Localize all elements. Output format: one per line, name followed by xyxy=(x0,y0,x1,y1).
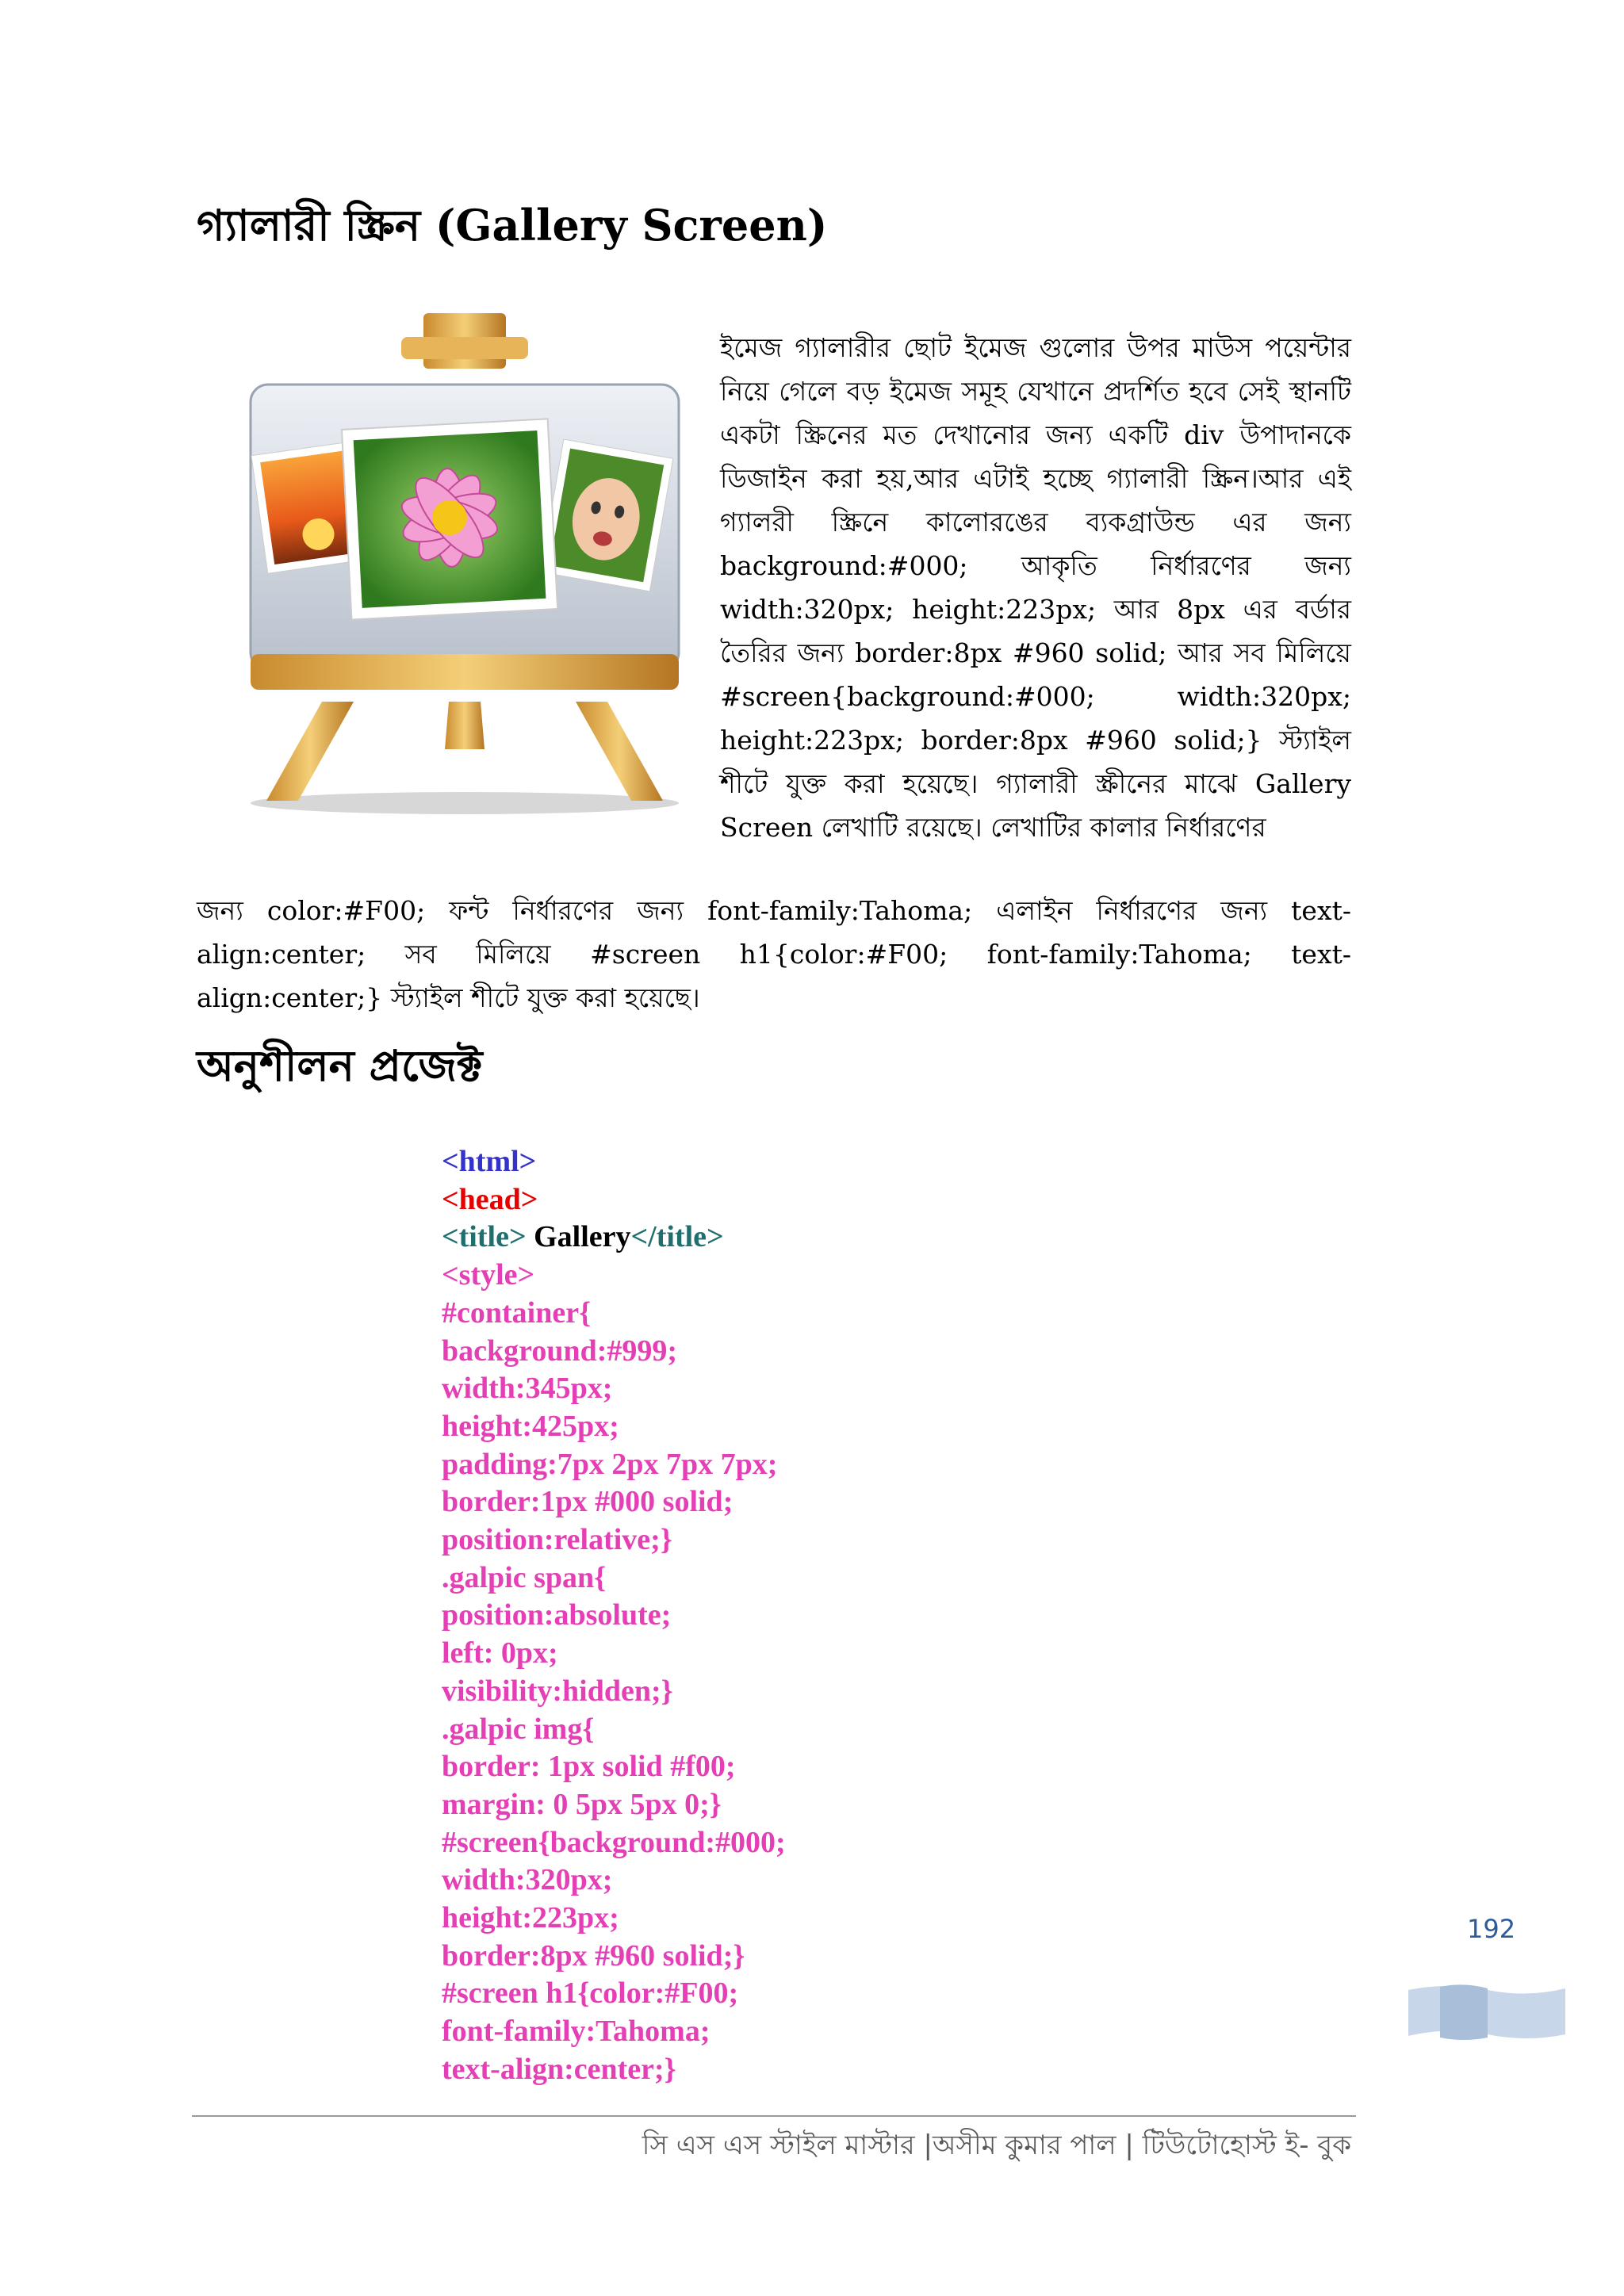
gallery-easel-icon xyxy=(235,305,695,821)
code-line: position:relative;} xyxy=(442,1523,672,1557)
code-line: height:425px; xyxy=(442,1409,619,1443)
code-token: Gallery xyxy=(526,1220,631,1254)
code-line: font-family:Tahoma; xyxy=(442,2015,710,2049)
code-line: border:1px #000 solid; xyxy=(442,1485,733,1519)
code-line: border:8px #960 solid;} xyxy=(442,1938,745,1973)
section-title-practice-project: অনুশীলন প্রজেক্ট xyxy=(197,1040,483,1091)
code-line: border: 1px solid #f00; xyxy=(442,1750,736,1784)
paragraph-gallery-screen-description: ইমেজ গ্যালারীর ছোট ইমেজ গুলোর উপর মাউস পয়েন্টার নিয়ে গেলে বড় ইমেজ সমূহ যেখানে প্রদর্শিত হবে সেই স্থানটি একটা স্ক্রিনের মত দেখানোর জন্য একটি div উপাদানকে ডিজাইন করা হয়,আর এটাই হচ্ছে গ্যালারী স্ক্রিন।আর এই গ্যালরী স্ক্রিনে কালোরঙের ব্যকগ্রাউন্ড এর জন্য background:#000; আকৃতি নির্ধারণের জন্য width:320px; height:223px; আর 8px এর বর্ডার তৈরির জন্য border:8px #960 solid; আর সব মিলিয়ে #screen{background:#000; width:320px; height:223px; border:8px #960 solid;} স্ট্যাইল শীটে যুক্ত করা হয়েছে। গ্যালারী স্ক্রীনের মাঝে Gallery Screen লেখাটি রয়েছে। লেখাটির কালার নির্ধারণের xyxy=(720,332,1351,843)
code-line: background:#999; xyxy=(442,1334,678,1368)
code-line: text-align:center;} xyxy=(442,2052,676,2086)
code-token: <title> xyxy=(442,1220,527,1254)
code-line: <html> xyxy=(442,1145,537,1178)
code-line: #screen h1{color:#F00; xyxy=(442,1976,739,2011)
code-line: <head> xyxy=(442,1182,538,1216)
code-line: #screen{background:#000; xyxy=(442,1825,786,1859)
code-line: height:223px; xyxy=(442,1901,619,1935)
page-tab-decoration xyxy=(1408,1982,1565,2042)
section-title-gallery-screen: গ্যালারী স্ক্রিন (Gallery Screen) xyxy=(197,200,828,251)
code-line: padding:7px 2px 7px 7px; xyxy=(442,1447,778,1481)
code-line: left: 0px; xyxy=(442,1636,558,1670)
code-line: visibility:hidden;} xyxy=(442,1674,673,1708)
code-line: margin: 0 5px 5px 0;} xyxy=(442,1787,722,1821)
code-line xyxy=(442,1219,786,1257)
footer-divider xyxy=(192,2115,1356,2117)
code-line: <style> xyxy=(442,1258,535,1292)
code-line: width:345px; xyxy=(442,1372,613,1406)
footer-text: সি এস এস স্টাইল মাস্টার |অসীম কুমার পাল | টিউটোহোস্ট ই- বুক xyxy=(642,2130,1351,2161)
code-line: width:320px; xyxy=(442,1863,613,1897)
page-number: 192 xyxy=(1467,1914,1516,1944)
code-line: position:absolute; xyxy=(442,1598,672,1632)
code-token: </title> xyxy=(630,1220,724,1254)
code-line: #container{ xyxy=(442,1295,592,1330)
paragraph-gallery-screen-continued: জন্য color:#F00; ফন্ট নির্ধারণের জন্য font-family:Tahoma; এলাইন নির্ধারণের জন্য text-align:center; সব মিলিয়ে #screen h1{color:#F00; font-family:Tahoma; text-align:center;} স্ট্যাইল শীটে যুক্ত করা হয়েছে। xyxy=(197,895,1351,1013)
code-listing xyxy=(442,1143,786,2089)
code-line: .galpic img{ xyxy=(442,1712,595,1746)
code-line: .galpic span{ xyxy=(442,1560,607,1594)
